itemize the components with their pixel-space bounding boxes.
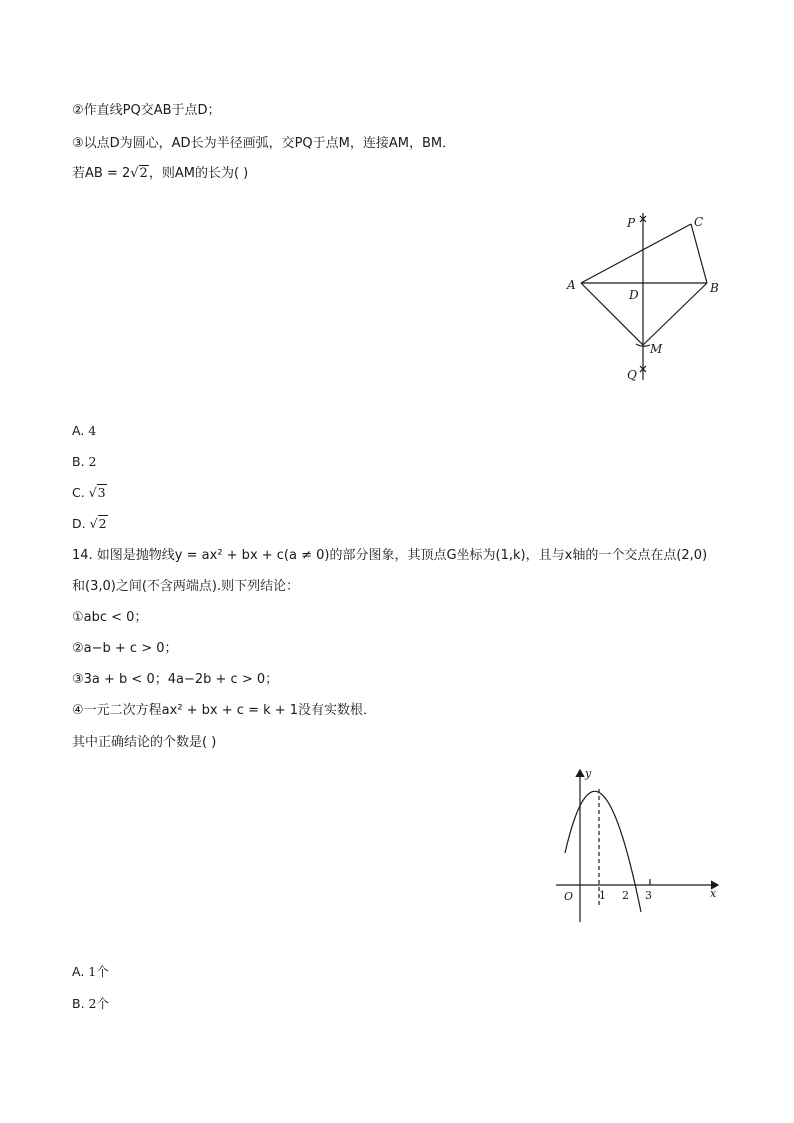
label-a: A — [567, 278, 576, 292]
segment-cb — [691, 224, 707, 283]
segment-ac — [581, 224, 691, 283]
q13-option-b[interactable] — [72, 452, 97, 472]
q14-conclusion-3: ③3a + b < 0；4a−2b + c > 0； — [72, 672, 279, 687]
q14-stem-line2: 和(3,0)之间(不含两端点).则下列结论： — [72, 579, 300, 594]
label-p: P — [627, 216, 636, 230]
q14-stem-line1: 14. 如图是抛物线y = ax² + bx + c(a ≠ 0)的部分图象，其顶点G坐标为(1,k)，且与x轴的一个交点在点(2,0) — [72, 548, 708, 563]
q13-question-post: ，则AM的长为( ) — [148, 166, 249, 181]
q14-option-a[interactable] — [72, 962, 109, 982]
label-m: M — [650, 342, 663, 356]
q14-prompt: 其中正确结论的个数是( ) — [72, 735, 217, 750]
option-letter: A. — [72, 964, 85, 979]
q13-option-a[interactable] — [72, 421, 96, 441]
q13-step2: ②作直线PQ交AB于点D； — [72, 103, 221, 118]
label-y: y — [585, 767, 592, 780]
q13-step3: ③以点D为圆心，AD长为半径画弧，交PQ于点M，连接AM，BM． — [72, 136, 456, 151]
label-b: B — [710, 281, 719, 295]
q14-graph — [552, 760, 727, 930]
option-letter: C. — [72, 485, 85, 500]
option-letter: B. — [72, 996, 85, 1011]
option-value-sqrt: √3 — [88, 485, 106, 500]
q13-option-c[interactable] — [72, 483, 107, 503]
q13-figure — [560, 205, 730, 390]
label-x: x — [710, 887, 717, 900]
option-value: 1个 — [88, 964, 109, 979]
label-origin: O — [564, 890, 574, 903]
option-letter: D. — [72, 516, 86, 531]
q14-conclusion-4: ④一元二次方程ax² + bx + c = k + 1没有实数根． — [72, 703, 377, 718]
tick-label-3: 3 — [645, 889, 652, 902]
q13-question-sqrt: √2 — [130, 166, 148, 181]
option-value-sqrt: √2 — [89, 516, 107, 531]
option-value: 4 — [88, 423, 97, 438]
q13-option-d[interactable] — [72, 514, 108, 534]
label-d: D — [629, 288, 639, 302]
q14-conclusion-2: ②a−b + c > 0； — [72, 641, 178, 656]
label-q: Q — [627, 368, 637, 382]
option-letter: B. — [72, 454, 85, 469]
option-letter: A. — [72, 423, 85, 438]
q13-question — [72, 164, 248, 184]
tick-label-2: 2 — [622, 889, 629, 902]
q13-question-pre: 若AB = 2 — [72, 166, 131, 181]
option-value: 2个 — [88, 996, 109, 1011]
option-value: 2 — [88, 454, 97, 469]
label-c: C — [694, 215, 704, 229]
q14-option-b[interactable] — [72, 994, 109, 1014]
tick-label-1: 1 — [599, 889, 606, 902]
q14-conclusion-1: ①abc < 0； — [72, 610, 148, 625]
segment-bm — [643, 283, 707, 345]
